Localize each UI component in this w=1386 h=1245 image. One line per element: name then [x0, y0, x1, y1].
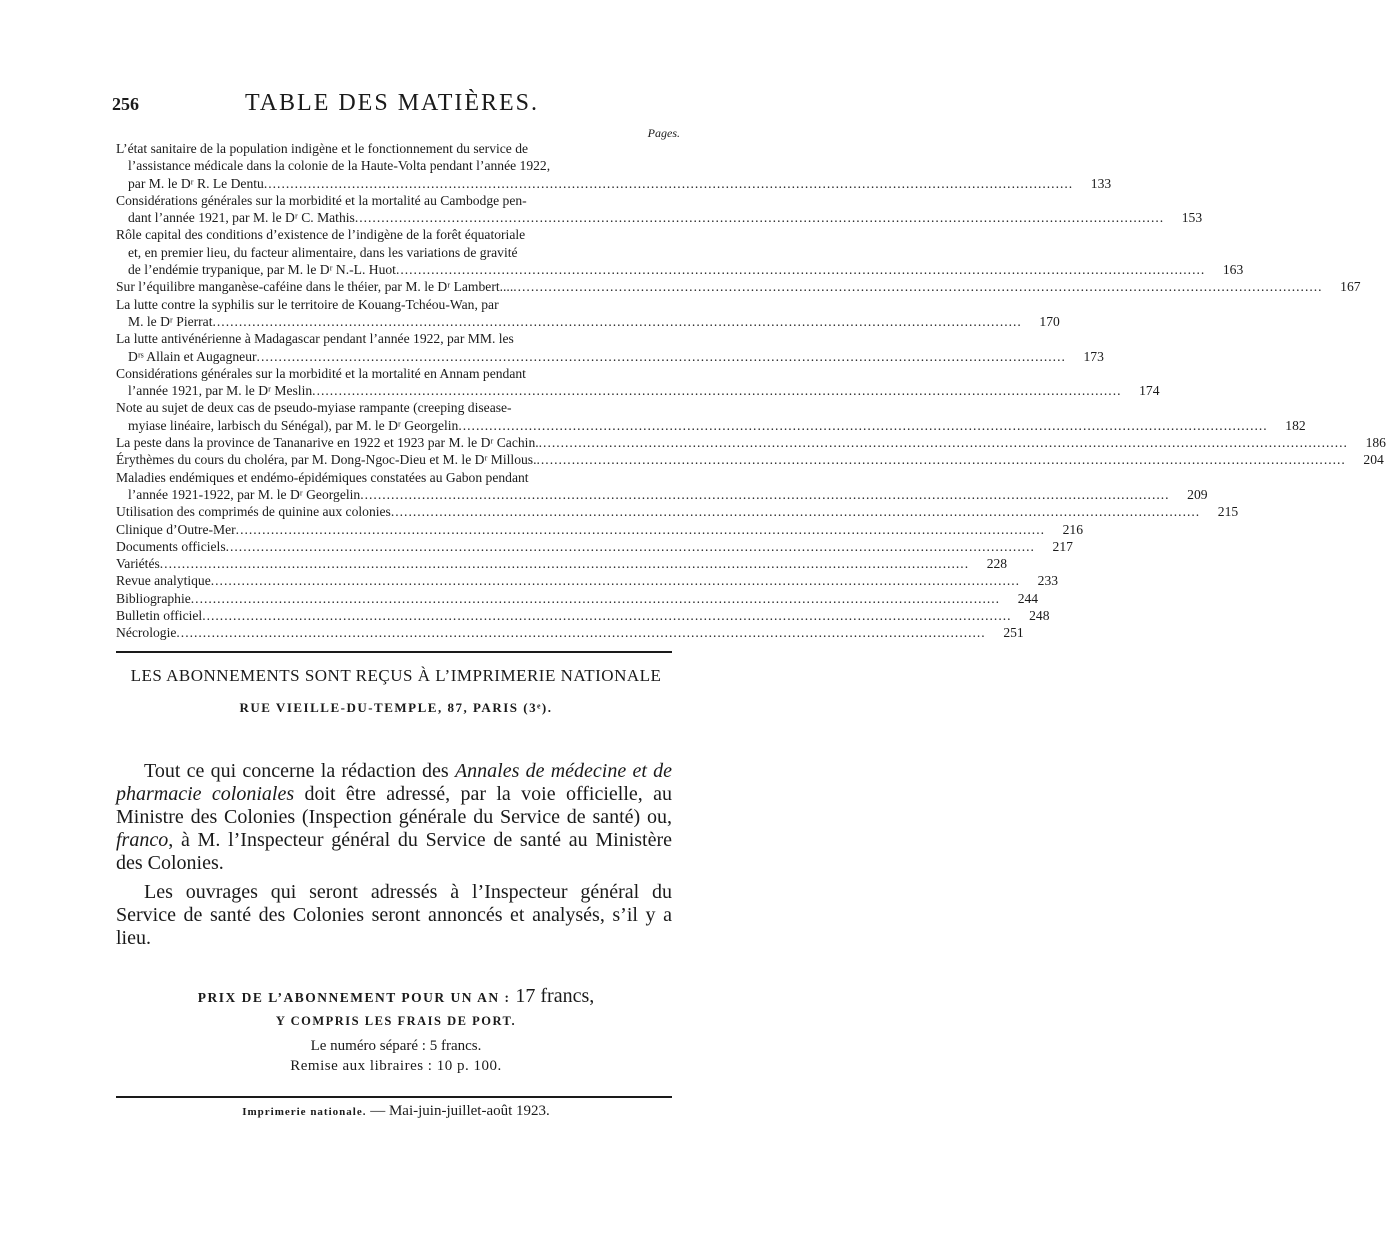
toc-entry-text: Considérations générales sur la morbidité et la mortalité au Cambodge pen-: [116, 192, 527, 208]
price-included: Y COMPRIS LES FRAIS DE PORT.: [275, 1014, 517, 1028]
leader-dots: [355, 209, 1164, 226]
leader-dots: [236, 521, 1045, 538]
notice-paragraph-1: [116, 760, 672, 875]
toc-entry-title: Clinique d’Outre-Mer: [116, 521, 236, 537]
toc-entry-line: [116, 399, 672, 416]
toc-entry-line: [116, 330, 672, 347]
leader-dots: [202, 607, 1011, 624]
toc-entry-line: [116, 140, 672, 157]
toc-entry-line: [116, 244, 672, 261]
toc-entry-line: [116, 313, 1060, 330]
page-title: TABLE DES MATIÈRES.: [244, 90, 540, 116]
toc-entry-line: [116, 417, 1306, 434]
toc-page-number: 170: [1039, 313, 1060, 329]
toc-entry-text: La lutte antivénérienne à Madagascar pendant l’année 1922, par MM. les: [116, 331, 514, 347]
leader-dots: [537, 451, 1346, 468]
toc-entry-text: La lutte contre la syphilis sur le territoire de Kouang-Tchéou-Wan, par: [116, 296, 499, 312]
toc-entry-line: [116, 209, 1203, 226]
toc-entry-line: [116, 226, 672, 243]
toc-entry-line: [116, 486, 1208, 503]
subscriptions-heading: LES ABONNEMENTS SONT REÇUS À L’IMPRIMERIE NATIONALE: [130, 666, 662, 685]
toc-entry: [116, 451, 1384, 468]
toc-page-number: 186: [1365, 435, 1386, 451]
leader-dots: [539, 434, 1348, 451]
toc-entry-title: par M. le Dʳ R. Le Dentu: [128, 175, 264, 191]
imprint-dash: —: [366, 1103, 389, 1119]
printer-name: Imprimerie nationale.: [242, 1106, 367, 1118]
leader-dots: [176, 624, 985, 641]
toc-page-number: 244: [1017, 590, 1039, 606]
leader-dots: [191, 590, 1000, 607]
toc-entry-line: [116, 434, 1386, 451]
toc-entry-line: [116, 365, 672, 382]
subscription-price: [112, 985, 680, 1008]
toc-entry: [116, 538, 1073, 555]
toc-entry-line: [116, 555, 1008, 572]
toc-page-number: 163: [1222, 262, 1244, 278]
toc-entry-title: dant l’année 1921, par M. le Dʳ C. Mathis: [128, 210, 355, 226]
toc-page-number: 216: [1062, 521, 1083, 537]
footer-divider: [116, 1096, 672, 1098]
toc-entry-title: Utilisation des comprimés de quinine aux colonies: [116, 504, 391, 520]
franco-word: franco: [116, 829, 169, 851]
toc-entry: [116, 607, 1050, 624]
price-label: PRIX DE L’ABONNEMENT POUR UN AN :: [197, 990, 511, 1005]
toc-page-number: 215: [1217, 504, 1239, 520]
journal-title: Annales de médecine et de pharmacie coloniales: [116, 760, 672, 805]
price-amount: 17 francs,: [515, 985, 595, 1007]
toc-entry-line: [116, 590, 1039, 607]
toc-entry-line: [116, 157, 672, 174]
issue-date: Mai-juin-juillet-août 1923.: [388, 1103, 550, 1119]
toc-entry: [116, 555, 1008, 572]
toc-page-number: 174: [1139, 383, 1160, 399]
leader-dots: [264, 175, 1073, 192]
toc-page-number: 248: [1029, 608, 1050, 624]
leader-dots: [312, 382, 1121, 399]
toc-entry: [116, 192, 1203, 227]
toc-entry-text: Considérations générales sur la morbidité et la mortalité en Annam pendant: [116, 365, 526, 381]
notice-text: doit être adressé, par la voie officielle, au Ministre des Colonies (Inspection générale du Service de santé) ou,: [116, 783, 672, 828]
toc-entry: [116, 469, 1208, 504]
toc-entry-title: l’année 1921-1922, par M. le Dʳ Georgelin: [128, 486, 361, 502]
toc-entry-title: Revue analytique: [116, 573, 211, 589]
toc-entry-title: Bibliographie: [116, 590, 191, 606]
toc-entry: [116, 572, 1059, 589]
toc-entry-line: [116, 175, 1112, 192]
leader-dots: [257, 348, 1066, 365]
toc-entry-title: Érythèmes du cours du choléra, par M. Dong-Ngoc-Dieu et M. le Dʳ Millous.: [116, 452, 537, 468]
notice-text: , à M. l’Inspecteur général du Service de santé au Ministère des Colonies.: [116, 829, 672, 874]
toc-entry-line: [116, 469, 672, 486]
toc-entry-line: [116, 348, 1104, 365]
toc-entry-line: [116, 503, 1239, 520]
toc-page-number: 182: [1285, 417, 1306, 433]
toc-page-number: 153: [1181, 210, 1203, 226]
toc-page-number: 167: [1340, 279, 1361, 295]
toc-entry: [116, 140, 1112, 192]
toc-page-number: 173: [1083, 348, 1104, 364]
toc-entry: [116, 503, 1239, 520]
toc-entry-line: [116, 192, 672, 209]
leader-dots: [213, 313, 1022, 330]
toc-entry-text: L’état sanitaire de la population indigène et le fonctionnement du service de: [116, 141, 529, 156]
toc-entry-title: M. le Dʳ Pierrat: [128, 313, 213, 329]
toc-entry-text: Note au sujet de deux cas de pseudo-myiase rampante (creeping disease-: [116, 400, 512, 416]
toc-entry-title: Sur l’équilibre manganèse-caféine dans le théier, par M. le Dʳ Lambert....: [116, 279, 514, 295]
leader-dots: [360, 486, 1169, 503]
toc-page-number: 204: [1363, 452, 1384, 468]
toc-page-number: 251: [1003, 625, 1024, 641]
toc-page-number: 209: [1187, 486, 1208, 502]
toc-entry: [116, 296, 1060, 331]
toc-entry-title: Nécrologie: [116, 625, 177, 641]
toc-entry-title: Variétés: [116, 556, 160, 572]
toc-entry-line: [116, 624, 1024, 641]
imprint: [112, 1103, 680, 1120]
page-number: 256: [112, 94, 139, 114]
toc-entry-line: [116, 382, 1160, 399]
toc-entry-line: [116, 607, 1050, 624]
toc-page-number: 133: [1090, 175, 1112, 191]
table-of-contents: [116, 140, 1386, 642]
editorial-notice: [116, 760, 672, 950]
toc-entry-text: Rôle capital des conditions d’existence de l’indigène de la forêt équatoriale: [116, 227, 526, 243]
toc-entry-line: [116, 572, 1059, 589]
retailer-discount: Remise aux libraires : 10 p. 100.: [290, 1058, 502, 1074]
leader-dots: [391, 503, 1200, 520]
section-divider: [116, 651, 672, 653]
toc-entry-title: Dʳˢ Allain et Augagneur: [128, 348, 257, 364]
toc-page-number: 228: [986, 556, 1008, 572]
single-issue-price: Le numéro séparé : 5 francs.: [310, 1038, 482, 1054]
toc-entry: [116, 399, 1306, 434]
toc-entry-line: [116, 278, 1361, 295]
toc-entry: [116, 365, 1160, 400]
toc-entry-line: [116, 261, 1244, 278]
toc-entry-title: Bulletin officiel: [116, 608, 203, 624]
leader-dots: [458, 417, 1267, 434]
toc-entry-title: myiase linéaire, larbisch du Sénégal), par M. le Dʳ Georgelin: [128, 417, 459, 433]
notice-paragraph-2: Les ouvrages qui seront adressés à l’Inspecteur général du Service de santé des Colonies seront annoncés et analysés, s’il y a lieu.: [116, 881, 672, 949]
toc-entry-title: La peste dans la province de Tananarive en 1922 et 1923 par M. le Dʳ Cachin.: [116, 435, 539, 451]
notice-text: Tout ce qui concerne la rédaction des: [144, 760, 455, 782]
toc-entry: [116, 226, 1244, 278]
toc-entry: [116, 590, 1039, 607]
toc-entry-title: l’année 1921, par M. le Dʳ Meslin: [128, 383, 313, 399]
toc-entry: [116, 521, 1083, 538]
toc-entry-line: [116, 538, 1073, 555]
toc-entry-text: l’assistance médicale dans la colonie de la Haute-Volta pendant l’année 1922,: [128, 158, 551, 174]
toc-entry: [116, 330, 1104, 365]
toc-entry: [116, 434, 1386, 451]
toc-entry-title: de l’endémie trypanique, par M. le Dʳ N.-L. Huot: [128, 262, 396, 278]
toc-entry-line: [116, 451, 1384, 468]
leader-dots: [226, 538, 1035, 555]
toc-entry: [116, 624, 1024, 641]
toc-entry-text: et, en premier lieu, du facteur alimentaire, dans les variations de gravité: [128, 244, 518, 260]
pages-column-label: Pages.: [647, 126, 680, 140]
toc-page-number: 233: [1037, 573, 1059, 589]
toc-entry-text: Maladies endémiques et endémo-épidémiques constatées au Gabon pendant: [116, 469, 529, 485]
leader-dots: [396, 261, 1205, 278]
page-header: [112, 90, 672, 130]
leader-dots: [160, 555, 969, 572]
toc-entry: [116, 278, 1361, 295]
toc-entry-title: Documents officiels: [116, 538, 226, 554]
toc-entry-line: [116, 521, 1083, 538]
subscriptions-address: RUE VIEILLE-DU-TEMPLE, 87, PARIS (3ᵉ).: [239, 700, 553, 715]
leader-dots: [211, 572, 1020, 589]
toc-entry-line: [116, 296, 672, 313]
toc-page-number: 217: [1052, 538, 1073, 554]
leader-dots: [513, 278, 1322, 295]
